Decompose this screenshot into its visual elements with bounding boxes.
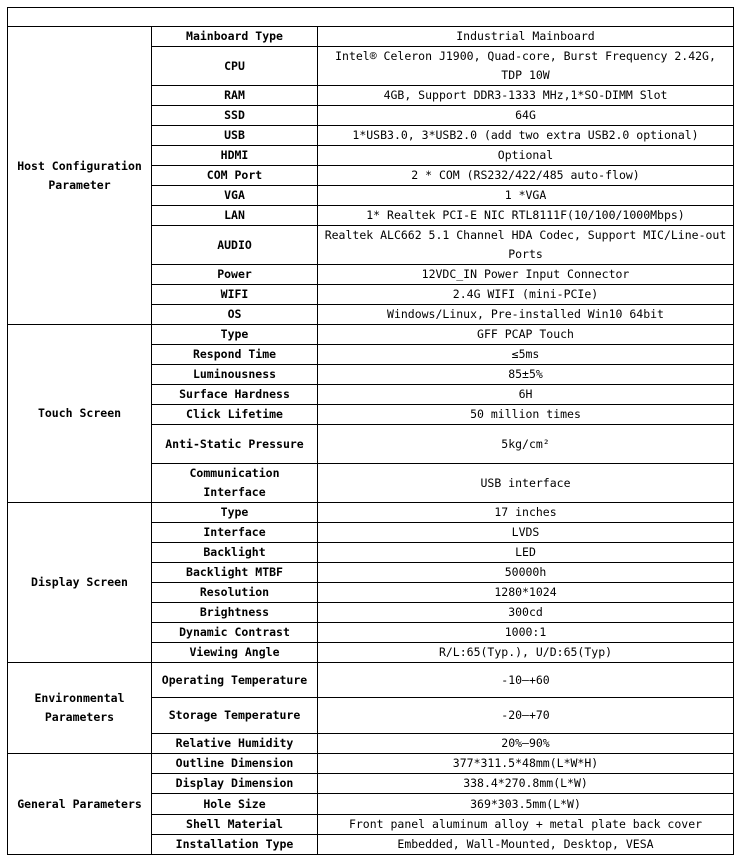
spec-value: ≤5ms xyxy=(318,345,734,365)
spec-value: 6H xyxy=(318,385,734,405)
spec-value: Realtek ALC662 5.1 Channel HDA Codec, Support MIC/Line-out Ports xyxy=(318,226,734,265)
spec-label: Type xyxy=(152,503,318,523)
spec-label: Operating Temperature xyxy=(152,663,318,698)
spec-label: Brightness xyxy=(152,603,318,623)
spec-value: 12VDC_IN Power Input Connector xyxy=(318,265,734,285)
spec-label: LAN xyxy=(152,206,318,226)
spec-label: Surface Hardness xyxy=(152,385,318,405)
spec-label: RAM xyxy=(152,86,318,106)
spec-value: LED xyxy=(318,543,734,563)
spec-label: Installation Type xyxy=(152,835,318,855)
table-row xyxy=(8,663,734,698)
spec-value: 17 inches xyxy=(318,503,734,523)
table-row xyxy=(8,754,734,774)
spec-value: Front panel aluminum alloy + metal plate back cover xyxy=(318,815,734,835)
spec-value: 1280*1024 xyxy=(318,583,734,603)
spec-label: CPU xyxy=(152,47,318,86)
header-row xyxy=(8,8,734,27)
spec-value: 2.4G WIFI (mini-PCIe) xyxy=(318,285,734,305)
spec-label: WIFI xyxy=(152,285,318,305)
spec-label: Mainboard Type xyxy=(152,27,318,47)
spec-value: 1*USB3.0, 3*USB2.0 (add two extra USB2.0 optional) xyxy=(318,126,734,146)
spec-value: 2 * COM (RS232/422/485 auto-flow) xyxy=(318,166,734,186)
spec-value: 1 *VGA xyxy=(318,186,734,206)
spec-label: Power xyxy=(152,265,318,285)
spec-label: VGA xyxy=(152,186,318,206)
spec-value: 1000:1 xyxy=(318,623,734,643)
table-row xyxy=(8,503,734,523)
section-title: General Parameters xyxy=(8,754,152,855)
spec-label: Hole Size xyxy=(152,794,318,815)
spec-label: USB xyxy=(152,126,318,146)
section-title: Display Screen xyxy=(8,503,152,663)
table-row xyxy=(8,325,734,345)
spec-label: Type xyxy=(152,325,318,345)
spec-value: -10—+60 xyxy=(318,663,734,698)
spec-label: Backlight MTBF xyxy=(152,563,318,583)
spec-value: USB interface xyxy=(318,464,734,503)
spec-value: 1* Realtek PCI-E NIC RTL8111F(10/100/1000Mbps) xyxy=(318,206,734,226)
spec-value: 50000h xyxy=(318,563,734,583)
spec-value: 4GB, Support DDR3-1333 MHz,1*SO-DIMM Slot xyxy=(318,86,734,106)
spec-value: Embedded, Wall-Mounted, Desktop, VESA xyxy=(318,835,734,855)
spec-label: Respond Time xyxy=(152,345,318,365)
spec-value: Optional xyxy=(318,146,734,166)
spec-label: Backlight xyxy=(152,543,318,563)
spec-value: 64G xyxy=(318,106,734,126)
spec-value: 5kg/cm² xyxy=(318,425,734,464)
spec-label: Display Dimension xyxy=(152,774,318,794)
spec-label: SSD xyxy=(152,106,318,126)
section-title: Environmental Parameters xyxy=(8,663,152,754)
spec-label: HDMI xyxy=(152,146,318,166)
spec-label: Storage Temperature xyxy=(152,698,318,734)
spec-label: Communication Interface xyxy=(152,464,318,503)
spec-label: COM Port xyxy=(152,166,318,186)
spec-label: Resolution xyxy=(152,583,318,603)
spec-value: Intel® Celeron J1900, Quad-core, Burst Frequency 2.42G, TDP 10W xyxy=(318,47,734,86)
spec-value: 20%—90% xyxy=(318,734,734,754)
spec-label: Dynamic Contrast xyxy=(152,623,318,643)
spec-label: OS xyxy=(152,305,318,325)
section-title: Touch Screen xyxy=(8,325,152,503)
spec-label: Interface xyxy=(152,523,318,543)
spec-value: 85±5% xyxy=(318,365,734,385)
table-row xyxy=(8,27,734,47)
spec-label: Relative Humidity xyxy=(152,734,318,754)
spec-value: 50 million times xyxy=(318,405,734,425)
spec-label: Luminousness xyxy=(152,365,318,385)
spec-value: Windows/Linux, Pre-installed Win10 64bit xyxy=(318,305,734,325)
spec-label: Outline Dimension xyxy=(152,754,318,774)
spec-value: GFF PCAP Touch xyxy=(318,325,734,345)
spec-value: R/L:65(Typ.), U/D:65(Typ) xyxy=(318,643,734,663)
spec-value: LVDS xyxy=(318,523,734,543)
spec-label: Shell Material xyxy=(152,815,318,835)
spec-value: 300cd xyxy=(318,603,734,623)
spec-table-body xyxy=(8,8,734,855)
spec-value: 338.4*270.8mm(L*W) xyxy=(318,774,734,794)
spec-value: 377*311.5*48mm(L*W*H) xyxy=(318,754,734,774)
spec-label: Viewing Angle xyxy=(152,643,318,663)
spec-value: Industrial Mainboard xyxy=(318,27,734,47)
spec-label: Anti-Static Pressure xyxy=(152,425,318,464)
spec-value: 369*303.5mm(L*W) xyxy=(318,794,734,815)
section-title: Host Configuration Parameter xyxy=(8,27,152,325)
table-header-cell xyxy=(8,8,734,27)
spec-label: Click Lifetime xyxy=(152,405,318,425)
spec-table xyxy=(7,7,734,855)
spec-label: AUDIO xyxy=(152,226,318,265)
spec-value: -20—+70 xyxy=(318,698,734,734)
